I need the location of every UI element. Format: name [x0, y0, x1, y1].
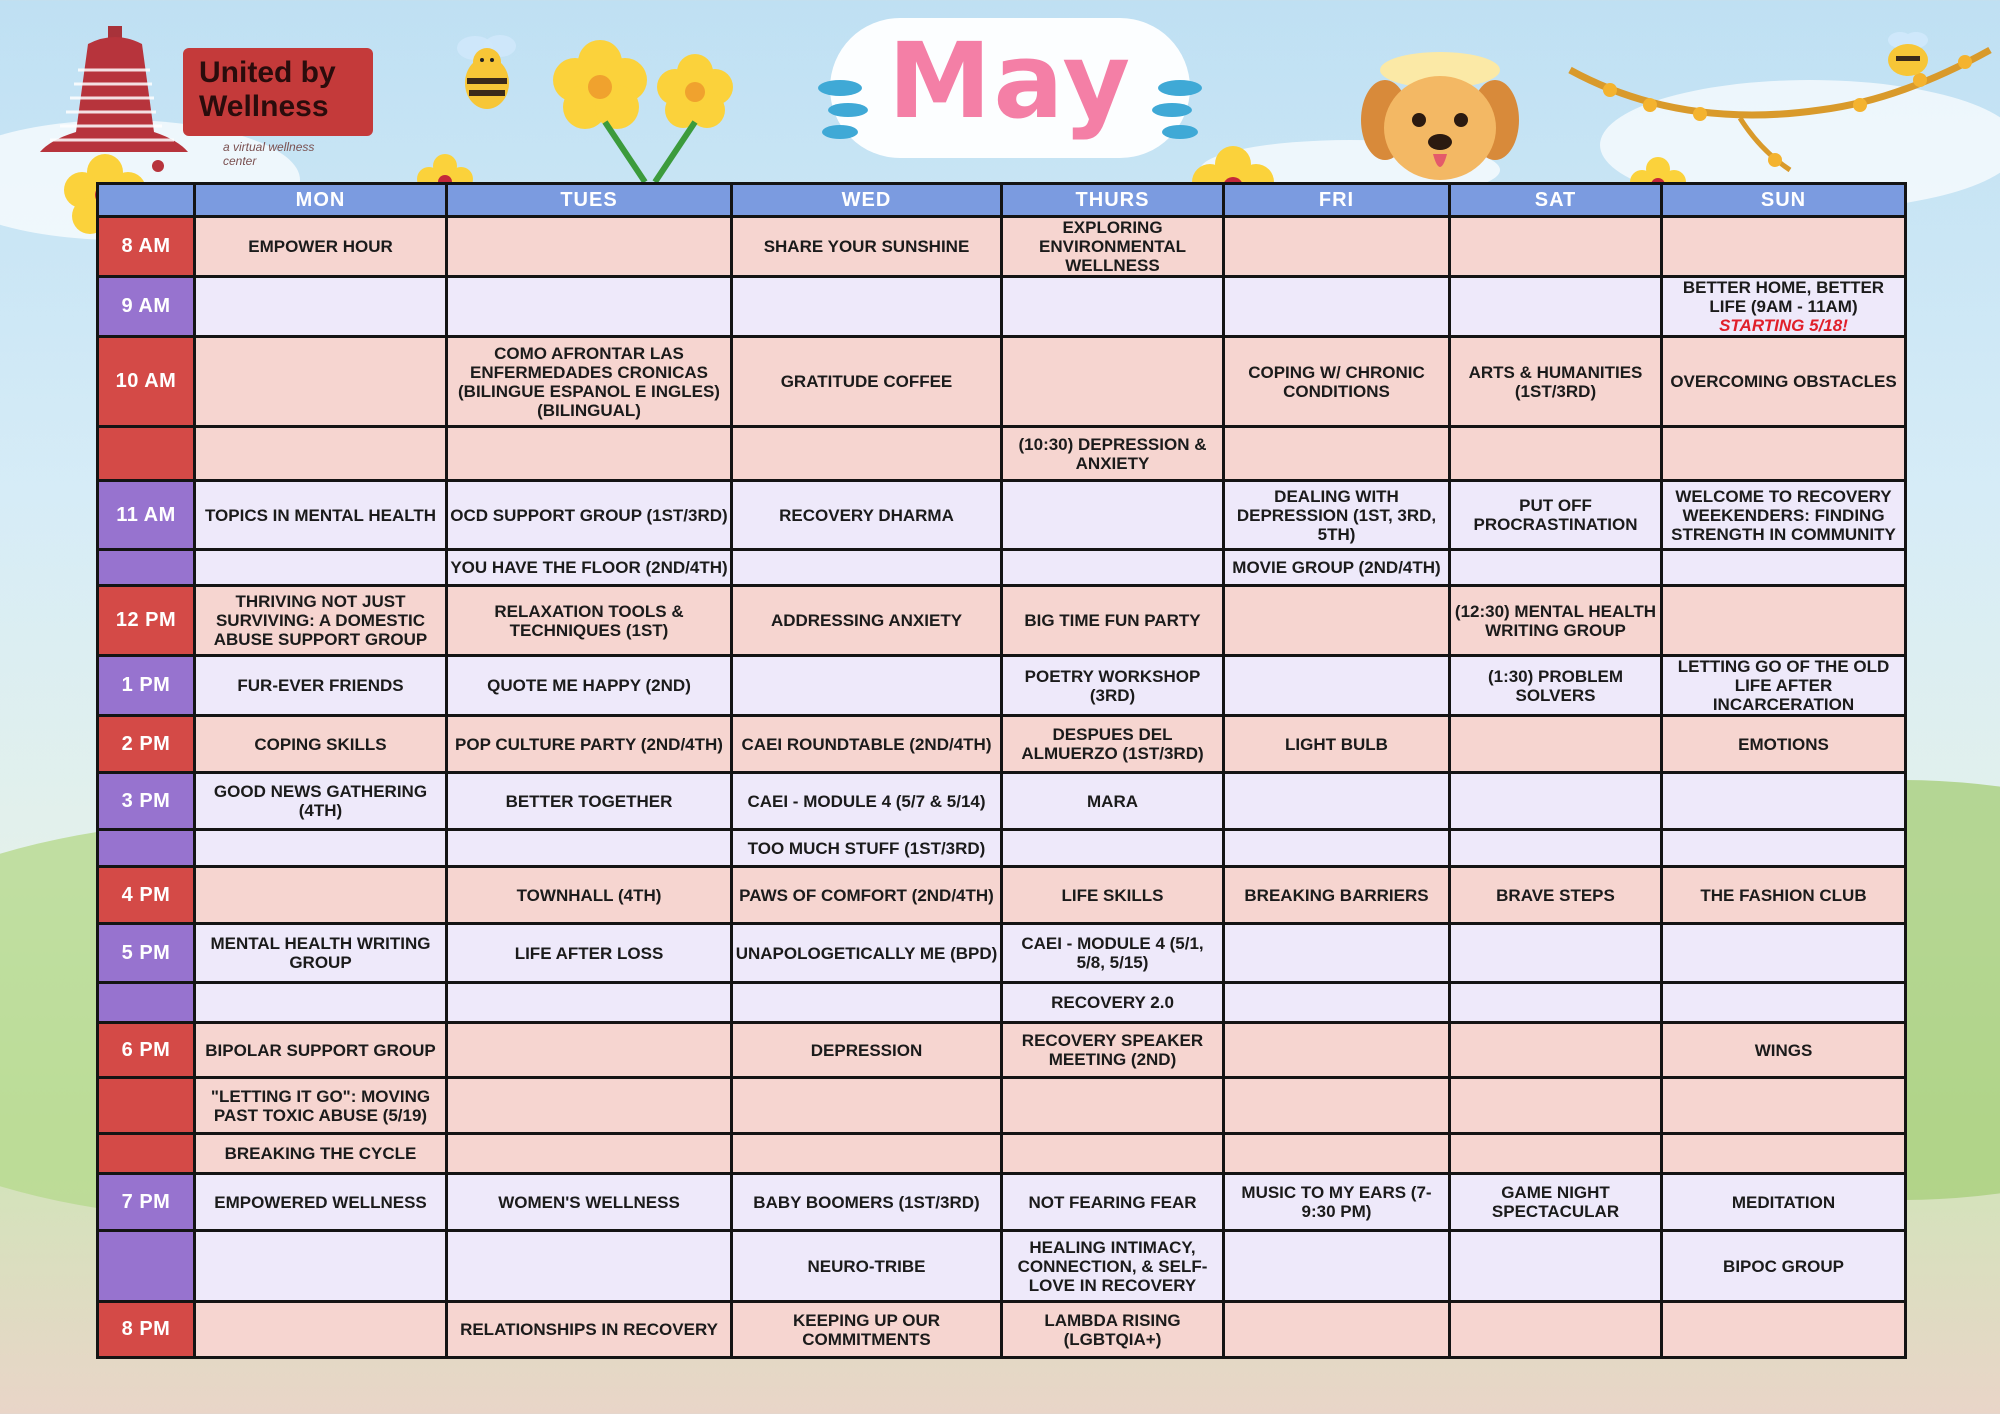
- session-cell: [1662, 550, 1906, 586]
- brand-logo: [38, 18, 348, 168]
- session-cell: MOVIE GROUP (2ND/4TH): [1224, 550, 1450, 586]
- session-cell: [447, 983, 732, 1023]
- schedule-row: [98, 1078, 1906, 1134]
- puppy-icon: [1355, 50, 1525, 190]
- session-cell: [732, 656, 1002, 716]
- session-cell: [195, 1302, 447, 1358]
- session-cell: [1224, 427, 1450, 481]
- session-cell: HEALING INTIMACY, CONNECTION, & SELF-LOVE IN RECOVERY: [1002, 1231, 1224, 1302]
- schedule-row: [98, 427, 1906, 481]
- schedule-row: [98, 716, 1906, 773]
- schedule-row: [98, 924, 1906, 983]
- session-cell: MUSIC TO MY EARS (7-9:30 PM): [1224, 1174, 1450, 1231]
- page-title: May: [887, 20, 1133, 142]
- session-cell: [1450, 1302, 1662, 1358]
- session-cell: [1224, 586, 1450, 656]
- schedule-row: [98, 337, 1906, 427]
- schedule-row: [98, 656, 1906, 716]
- session-cell: THE FASHION CLUB: [1662, 867, 1906, 924]
- time-label: 10 AM: [98, 337, 195, 427]
- header-row: [98, 184, 1906, 217]
- session-cell: COPING W/ CHRONIC CONDITIONS: [1224, 337, 1450, 427]
- session-cell: [1002, 337, 1224, 427]
- session-cell: [195, 867, 447, 924]
- session-cell: GRATITUDE COFFEE: [732, 337, 1002, 427]
- session-cell: [1002, 481, 1224, 550]
- session-cell: KEEPING UP OUR COMMITMENTS: [732, 1302, 1002, 1358]
- session-cell: RECOVERY 2.0: [1002, 983, 1224, 1023]
- session-cell: GOOD NEWS GATHERING (4TH): [195, 773, 447, 830]
- session-cell: BIG TIME FUN PARTY: [1002, 586, 1224, 656]
- time-label: 5 PM: [98, 924, 195, 983]
- session-cell: RELATIONSHIPS IN RECOVERY: [447, 1302, 732, 1358]
- session-cell: [195, 427, 447, 481]
- session-cell: [1450, 1134, 1662, 1174]
- header-thurs: THURS: [1002, 184, 1224, 217]
- session-cell: [447, 830, 732, 867]
- session-cell: [1662, 830, 1906, 867]
- time-label: 12 PM: [98, 586, 195, 656]
- time-label: [98, 983, 195, 1023]
- session-cell: DEALING WITH DEPRESSION (1ST, 3RD, 5TH): [1224, 481, 1450, 550]
- time-label: 4 PM: [98, 867, 195, 924]
- session-cell: [1224, 1231, 1450, 1302]
- session-cell: [447, 277, 732, 337]
- time-label: 9 AM: [98, 277, 195, 337]
- time-label: 3 PM: [98, 773, 195, 830]
- session-cell: [1450, 983, 1662, 1023]
- session-cell: BIPOC GROUP: [1662, 1231, 1906, 1302]
- session-cell: WINGS: [1662, 1023, 1906, 1078]
- session-cell: NEURO-TRIBE: [732, 1231, 1002, 1302]
- session-cell: [1450, 773, 1662, 830]
- session-cell: [1662, 217, 1906, 277]
- starting-note: STARTING 5/18!: [1719, 316, 1848, 335]
- time-label: 2 PM: [98, 716, 195, 773]
- session-cell: [447, 1134, 732, 1174]
- session-cell: SHARE YOUR SUNSHINE: [732, 217, 1002, 277]
- time-label: 1 PM: [98, 656, 195, 716]
- brand-name-line2: Wellness: [199, 90, 329, 123]
- session-cell: BETTER TOGETHER: [447, 773, 732, 830]
- session-cell: RELAXATION TOOLS & TECHNIQUES (1ST): [447, 586, 732, 656]
- session-cell: LETTING GO OF THE OLD LIFE AFTER INCARCERATION: [1662, 656, 1906, 716]
- time-label: 8 PM: [98, 1302, 195, 1358]
- session-cell: [732, 1134, 1002, 1174]
- session-cell: ADDRESSING ANXIETY: [732, 586, 1002, 656]
- session-cell: [1224, 924, 1450, 983]
- session-cell: COPING SKILLS: [195, 716, 447, 773]
- session-cell: CAEI - MODULE 4 (5/1, 5/8, 5/15): [1002, 924, 1224, 983]
- session-cell: BABY BOOMERS (1ST/3RD): [732, 1174, 1002, 1231]
- schedule-table: [96, 182, 1907, 1359]
- time-label: [98, 1078, 195, 1134]
- session-cell: DESPUES DEL ALMUERZO (1ST/3RD): [1002, 716, 1224, 773]
- header-mon: MON: [195, 184, 447, 217]
- session-cell: [1450, 427, 1662, 481]
- session-cell: [732, 983, 1002, 1023]
- time-label: [98, 830, 195, 867]
- time-label: 11 AM: [98, 481, 195, 550]
- session-cell: FUR-EVER FRIENDS: [195, 656, 447, 716]
- session-cell: [1002, 1078, 1224, 1134]
- session-cell: LIGHT BULB: [1224, 716, 1450, 773]
- session-title: BETTER HOME, BETTER LIFE (9AM - 11AM): [1682, 278, 1885, 316]
- schedule-row: [98, 1302, 1906, 1358]
- session-cell: [732, 277, 1002, 337]
- schedule-row: [98, 550, 1906, 586]
- session-cell: [447, 217, 732, 277]
- brand-name: [183, 48, 373, 136]
- session-cell: [447, 1023, 732, 1078]
- session-cell: [1224, 656, 1450, 716]
- flower-icon: [545, 22, 745, 182]
- header-wed: WED: [732, 184, 1002, 217]
- session-cell: COMO AFRONTAR LAS ENFERMEDADES CRONICAS (BILINGUE ESPANOL E INGLES) (BILINGUAL): [447, 337, 732, 427]
- session-cell: BRAVE STEPS: [1450, 867, 1662, 924]
- title-banner: [810, 8, 1210, 178]
- session-cell: [1224, 1134, 1450, 1174]
- session-cell: PAWS OF COMFORT (2ND/4TH): [732, 867, 1002, 924]
- session-cell: (1:30) PROBLEM SOLVERS: [1450, 656, 1662, 716]
- session-cell: POETRY WORKSHOP (3RD): [1002, 656, 1224, 716]
- session-cell: QUOTE ME HAPPY (2ND): [447, 656, 732, 716]
- session-cell: [195, 277, 447, 337]
- session-cell: [1662, 924, 1906, 983]
- bee-icon: [445, 28, 525, 118]
- session-cell: TOPICS IN MENTAL HEALTH: [195, 481, 447, 550]
- session-cell: NOT FEARING FEAR: [1002, 1174, 1224, 1231]
- schedule-row: [98, 1023, 1906, 1078]
- header-sun: SUN: [1662, 184, 1906, 217]
- header-tues: TUES: [447, 184, 732, 217]
- session-cell: EXPLORING ENVIRONMENTAL WELLNESS: [1002, 217, 1224, 277]
- session-cell: THRIVING NOT JUST SURVIVING: A DOMESTIC ABUSE SUPPORT GROUP: [195, 586, 447, 656]
- session-cell: [1002, 1134, 1224, 1174]
- header-corner: [98, 184, 195, 217]
- session-cell: RECOVERY SPEAKER MEETING (2ND): [1002, 1023, 1224, 1078]
- session-cell: [195, 983, 447, 1023]
- session-cell: [1224, 830, 1450, 867]
- session-cell: CAEI - MODULE 4 (5/7 & 5/14): [732, 773, 1002, 830]
- time-label: 8 AM: [98, 217, 195, 277]
- session-cell: [1224, 217, 1450, 277]
- schedule-row: [98, 586, 1906, 656]
- session-cell: [1002, 277, 1224, 337]
- session-cell: [1002, 550, 1224, 586]
- header-sat: SAT: [1450, 184, 1662, 217]
- session-cell: LIFE SKILLS: [1002, 867, 1224, 924]
- session-cell: MENTAL HEALTH WRITING GROUP: [195, 924, 447, 983]
- session-cell: [1224, 1078, 1450, 1134]
- session-cell: EMPOWERED WELLNESS: [195, 1174, 447, 1231]
- brand-name-line1: United by: [199, 56, 336, 89]
- session-cell: [732, 1078, 1002, 1134]
- session-cell: [1662, 983, 1906, 1023]
- session-cell: [1224, 773, 1450, 830]
- session-cell: [1450, 1078, 1662, 1134]
- session-cell: (10:30) DEPRESSION & ANXIETY: [1002, 427, 1224, 481]
- session-cell: [447, 427, 732, 481]
- session-cell: [1450, 924, 1662, 983]
- session-cell: [732, 550, 1002, 586]
- session-cell: BIPOLAR SUPPORT GROUP: [195, 1023, 447, 1078]
- session-cell: [1450, 1023, 1662, 1078]
- session-cell: POP CULTURE PARTY (2ND/4TH): [447, 716, 732, 773]
- session-cell: TOO MUCH STUFF (1ST/3RD): [732, 830, 1002, 867]
- session-cell: [1450, 716, 1662, 773]
- session-cell: TOWNHALL (4TH): [447, 867, 732, 924]
- session-cell: [195, 830, 447, 867]
- time-label: [98, 427, 195, 481]
- time-label: [98, 1134, 195, 1174]
- session-cell: GAME NIGHT SPECTACULAR: [1450, 1174, 1662, 1231]
- session-cell: [1662, 1302, 1906, 1358]
- session-cell: [1450, 830, 1662, 867]
- schedule-row: [98, 1231, 1906, 1302]
- session-cell: WELCOME TO RECOVERY WEEKENDERS: FINDING STRENGTH IN COMMUNITY: [1662, 481, 1906, 550]
- schedule-row: [98, 1174, 1906, 1231]
- session-cell: [1450, 217, 1662, 277]
- time-label: 7 PM: [98, 1174, 195, 1231]
- session-cell: LAMBDA RISING (LGBTQIA+): [1002, 1302, 1224, 1358]
- time-label: 6 PM: [98, 1023, 195, 1078]
- session-cell: [1450, 277, 1662, 337]
- session-cell: [1224, 1302, 1450, 1358]
- schedule-row: [98, 867, 1906, 924]
- session-cell: "LETTING IT GO": MOVING PAST TOXIC ABUSE (5/19): [195, 1078, 447, 1134]
- session-cell: UNAPOLOGETICALLY ME (BPD): [732, 924, 1002, 983]
- session-cell: BREAKING THE CYCLE: [195, 1134, 447, 1174]
- time-label: [98, 550, 195, 586]
- session-cell: [1224, 983, 1450, 1023]
- session-cell: RECOVERY DHARMA: [732, 481, 1002, 550]
- schedule-row: [98, 983, 1906, 1023]
- session-cell: EMOTIONS: [1662, 716, 1906, 773]
- session-cell: [1662, 427, 1906, 481]
- session-cell: [447, 1078, 732, 1134]
- session-cell: [1662, 586, 1906, 656]
- brand-tagline: a virtual wellness center: [223, 140, 315, 168]
- session-cell: [1662, 773, 1906, 830]
- header-fri: FRI: [1224, 184, 1450, 217]
- session-cell: WOMEN'S WELLNESS: [447, 1174, 732, 1231]
- session-cell: [1224, 277, 1450, 337]
- session-cell: MARA: [1002, 773, 1224, 830]
- time-label: [98, 1231, 195, 1302]
- branch-icon: [1560, 10, 2000, 180]
- schedule-row: [98, 217, 1906, 277]
- session-cell: PUT OFF PROCRASTINATION: [1450, 481, 1662, 550]
- schedule-row: [98, 773, 1906, 830]
- session-cell: [1662, 1078, 1906, 1134]
- schedule-row: [98, 830, 1906, 867]
- session-cell: OCD SUPPORT GROUP (1ST/3RD): [447, 481, 732, 550]
- session-cell: [195, 1231, 447, 1302]
- session-cell-sun-9am: [1662, 277, 1906, 337]
- session-cell: YOU HAVE THE FLOOR (2ND/4TH): [447, 550, 732, 586]
- session-cell: ARTS & HUMANITIES (1ST/3RD): [1450, 337, 1662, 427]
- session-cell: [1224, 1023, 1450, 1078]
- session-cell: BREAKING BARRIERS: [1224, 867, 1450, 924]
- session-cell: LIFE AFTER LOSS: [447, 924, 732, 983]
- session-cell: [447, 1231, 732, 1302]
- session-cell: CAEI ROUNDTABLE (2ND/4TH): [732, 716, 1002, 773]
- session-cell: OVERCOMING OBSTACLES: [1662, 337, 1906, 427]
- session-cell: [195, 550, 447, 586]
- session-cell: [1450, 1231, 1662, 1302]
- schedule-row: [98, 1134, 1906, 1174]
- session-cell: DEPRESSION: [732, 1023, 1002, 1078]
- schedule-row: [98, 277, 1906, 337]
- schedule-row: [98, 481, 1906, 550]
- session-cell: EMPOWER HOUR: [195, 217, 447, 277]
- session-cell: MEDITATION: [1662, 1174, 1906, 1231]
- session-cell: [732, 427, 1002, 481]
- session-cell: [1002, 830, 1224, 867]
- session-cell: [1450, 550, 1662, 586]
- session-cell: [1662, 1134, 1906, 1174]
- session-cell: (12:30) MENTAL HEALTH WRITING GROUP: [1450, 586, 1662, 656]
- session-cell: [195, 337, 447, 427]
